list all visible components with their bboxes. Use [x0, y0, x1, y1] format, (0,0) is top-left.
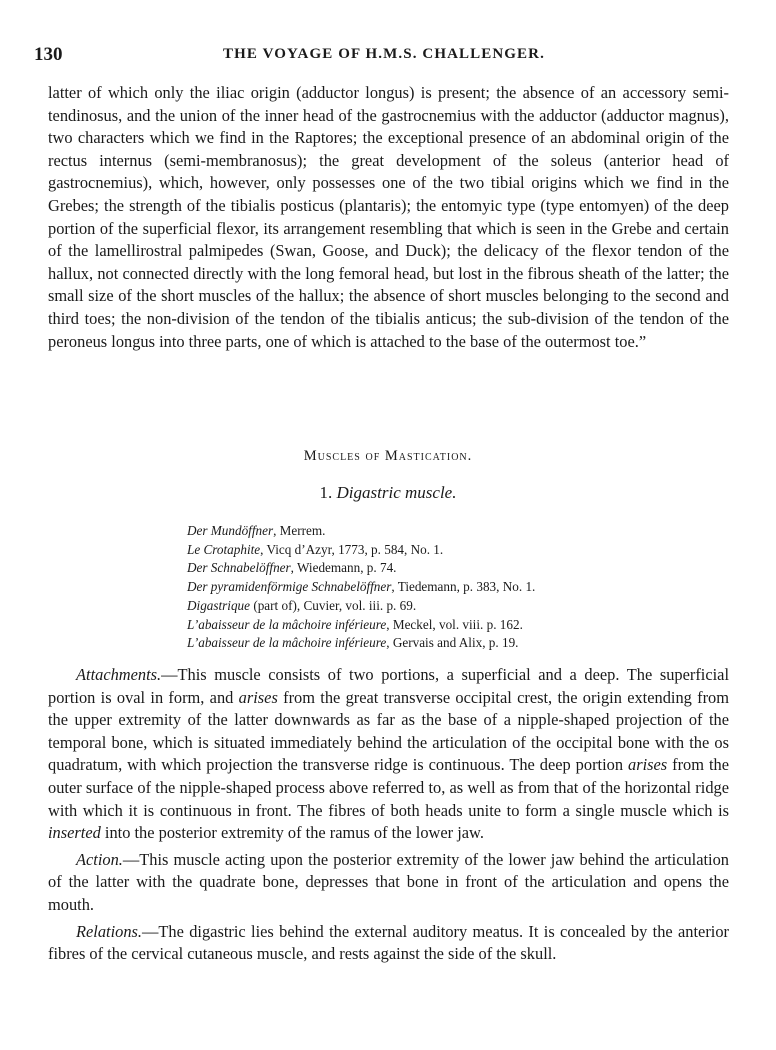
subsection-title — [0, 483, 776, 503]
arises-term: arises — [238, 687, 278, 707]
relations-paragraph: Relations.—The digastric lies behind the external auditory meatus. It is concealed by the anterior fibres of the cervical cutaneous muscle, and rests against the side of the skull. — [48, 921, 729, 964]
synonym-source: , Meckel, vol. viii. p. 162. — [386, 616, 523, 632]
synonym-item — [187, 597, 727, 616]
synonym-source: , Tiedemann, p. 383, No. 1. — [391, 579, 536, 595]
attachments-paragraph: Attachments.—This muscle consists of two portions, a superficial and a deep. The superficial portion is oval in form, and arises from the great transverse occipital crest, the origin extending from the upper extremity of the latter downwards as far as the base of a nipple-shaped projection of the temporal bone, which is situated immediately behind the articulation of the occipital bone with the os quadratum, with which projection the transverse ridge is continuous. The deep portion arises from the outer surface of the nipple-shaped process above referred to, as well as from that of the horizontal ridge with which it is continuous in front. The fibres of both heads unite to form a single muscle which is inserted into the posterior extremity of the ramus of the lower jaw. — [48, 665, 730, 843]
synonym-item — [187, 634, 727, 653]
attachments-label: Attachments. — [76, 665, 162, 684]
section-title: Muscles of Mastication. — [303, 448, 473, 464]
description-body — [48, 664, 729, 970]
inserted-term: inserted — [48, 823, 101, 843]
synonym-item — [187, 541, 727, 560]
synonym-list — [187, 522, 727, 653]
synonym-source: , Merrem. — [273, 523, 326, 538]
intro-paragraph: latter of which only the iliac origin (adductor longus) is present; the absence of an accessory semi-tendinosus, and the union of the inner head of the gastrocnemius with the adductor (adductor magnus), two characters which we find in the Raptores; the exceptional presence of an abdominal origin of the rectus internus (semi-membranosus); the great development of the soleus (anterior head of gastrocnemius), which, however, only possesses one of the two tibial origins which we find in the Grebes; the strength of the tibialis posticus (plantaris); the entomyic type (type entomyen) of the deep portion of the superficial flexor, its arrangement resembling that which is seen in the Grebe and certain of the lamellirostral palmipedes (Swan, Goose, and Duck); the delicacy of the flexor tendon of the hallux, not connected directly with the long femoral head, but lost in the fibrous sheath of the latter; the small size of the short muscles of the hallux; the absence of short muscles belonging to the second and third toes; the non-division of the tendon of the tibialis anticus; the sub-division of the tendon of the peroneus longus into three parts, one of which is attached to the base of the outermost toe.” — [48, 83, 729, 351]
action-label: Action. — [76, 849, 123, 869]
page-header — [34, 44, 734, 68]
synonym-name: L’abaisseur de la mâchoire inférieure — [187, 635, 387, 651]
synonym-name: Der pyramidenförmige Schnabelöffner — [187, 579, 392, 595]
synonym-source: , Gervais and Alix, p. 19. — [386, 635, 519, 651]
synonym-item — [187, 616, 727, 635]
action-paragraph: Action.—This muscle acting upon the posterior extremity of the lower jaw behind the articulation of the latter with the quadrate bone, depresses that bone in front of the articulation and opens the mouth. — [48, 849, 729, 914]
page-number: 130 — [34, 44, 63, 65]
synonym-item — [187, 559, 727, 578]
synonym-name: L’abaisseur de la mâchoire inférieure — [187, 616, 387, 632]
synonym-item — [187, 578, 727, 597]
arises-term: arises — [628, 755, 668, 775]
synonym-source: (part of), Cuvier, vol. iii. p. 69. — [250, 597, 417, 613]
synonym-name: Der Schnabelöffner — [187, 560, 291, 576]
synonym-item — [187, 522, 727, 541]
relations-label: Relations. — [76, 921, 143, 941]
subsection-name: Digastric muscle. — [336, 483, 457, 502]
synonym-name: Digastrique — [187, 597, 251, 613]
synonym-source: , Vicq d’Azyr, 1773, p. 584, No. 1. — [260, 541, 444, 557]
synonym-name: Der Mundöffner — [187, 523, 274, 538]
synonym-name: Le Crotaphite — [187, 541, 261, 557]
running-title: THE VOYAGE OF H.M.S. CHALLENGER. — [223, 46, 545, 62]
subsection-number: 1. — [319, 483, 333, 502]
synonym-source: , Wiedemann, p. 74. — [290, 560, 397, 576]
